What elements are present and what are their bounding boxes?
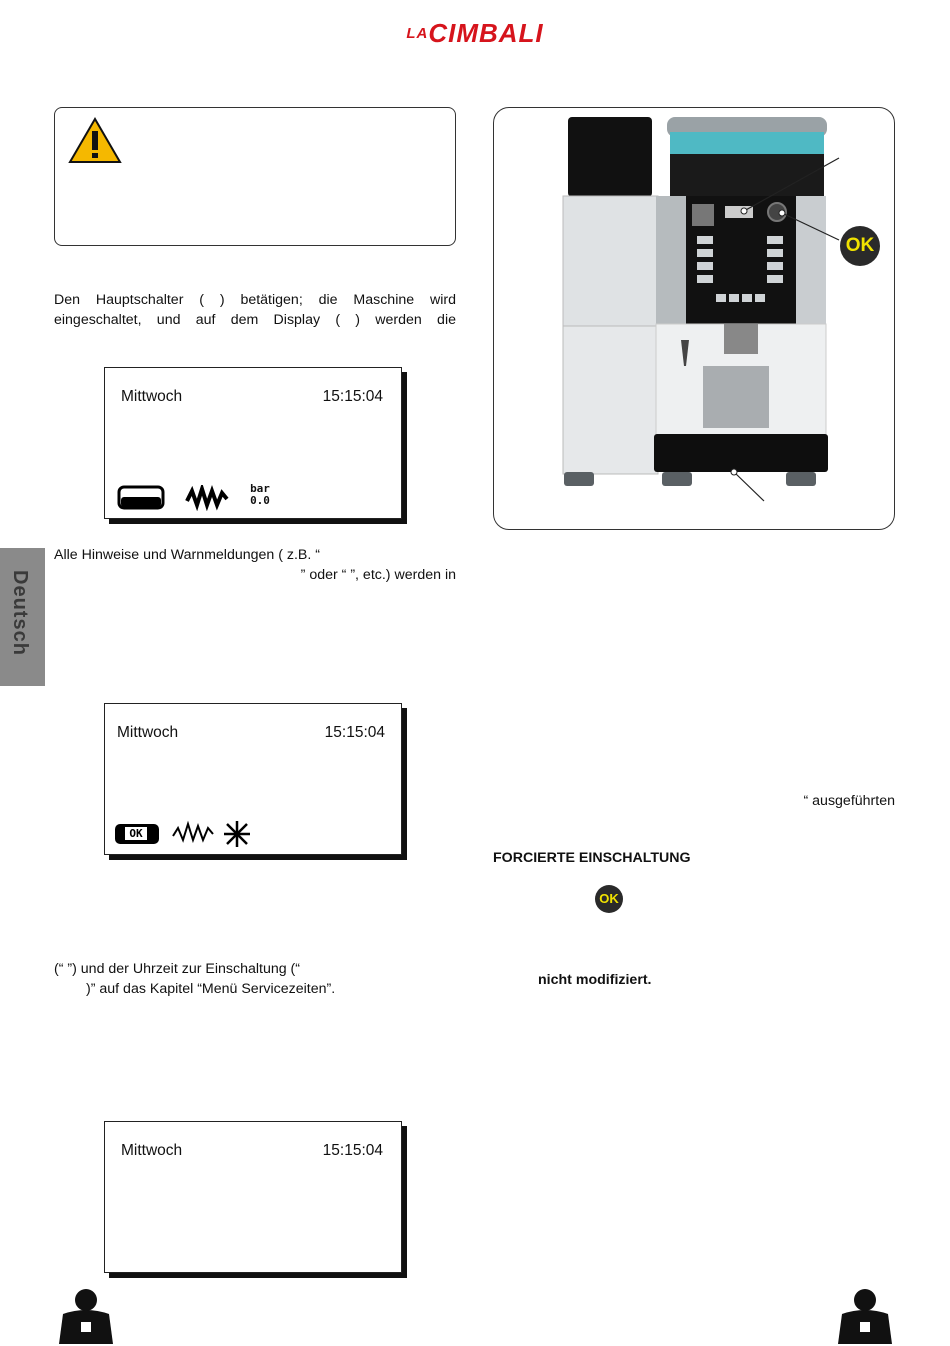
paragraph-warnings-line1: Alle Hinweise und Warnmeldungen ( z.B. “ (54, 547, 321, 563)
display-day: Mittwoch (121, 1142, 183, 1159)
machine-figure (493, 107, 895, 530)
language-tab: Deutsch (0, 548, 45, 686)
display-day: Mittwoch (117, 724, 179, 741)
display-time: 15:15:04 (322, 1142, 383, 1159)
heading-forced-startup: FORCIERTE EINSCHALTUNG (493, 850, 691, 866)
ok-inline-icon: OK (595, 885, 623, 913)
barista-icon-right (834, 1288, 896, 1344)
coffee-machine-illustration (494, 108, 894, 529)
display-screen-2 (104, 703, 402, 855)
display-day: Mittwoch (121, 388, 183, 405)
display-time: 15:15:04 (324, 724, 385, 741)
display-screen-3 (104, 1121, 402, 1273)
ok-button-callout-icon: OK (840, 226, 880, 266)
display-screen-1 (104, 367, 402, 519)
pressure-indicator: bar 0.0 (250, 482, 270, 507)
snowflake-icon (222, 819, 252, 849)
heating-wave-icon (171, 820, 215, 848)
paragraph-warnings-line2: ” oder “ ”, etc.) werden in (300, 567, 456, 583)
warning-triangle-icon (68, 116, 122, 164)
heating-wave-icon (185, 485, 229, 511)
brand-logo: LACIMBALI (406, 18, 544, 48)
boiler-ok-icon: OK (115, 824, 159, 844)
warning-box (54, 107, 456, 246)
boiler-icon (117, 485, 165, 511)
paragraph-times-line1: (“ ”) und der Uhrzeit zur Einschaltung (“ (54, 961, 301, 977)
paragraph-main-switch: Den Hauptschalter ( ) betätigen; die Maschine wird eingeschaltet, und auf dem Display ( ) werden die (54, 292, 456, 328)
barista-icon-left (55, 1288, 117, 1344)
text-not-modified: nicht modifiziert. (538, 972, 652, 988)
text-ausgefuehrten: “ ausgeführten (803, 793, 895, 809)
paragraph-times-line2: )” auf das Kapitel “Menü Servicezeiten”. (86, 981, 336, 997)
display-time: 15:15:04 (322, 388, 383, 405)
